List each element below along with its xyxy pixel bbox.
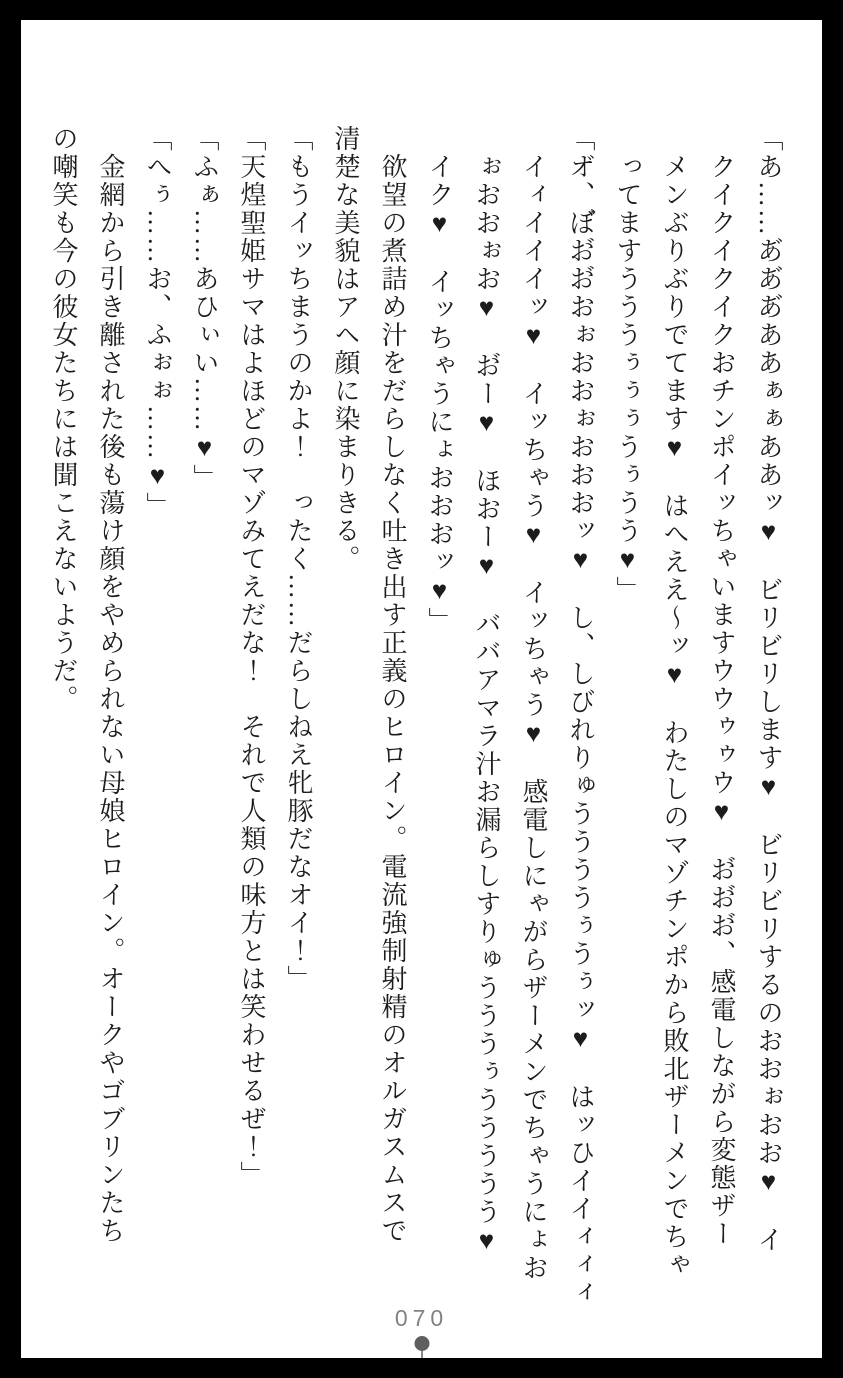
text-column: 「へぅ……お、ふぉぉ……♥」 bbox=[143, 125, 172, 520]
text-column: 金網から引き離された後も蕩け顔をやめられない母娘ヒロイン。オークやゴブリンたち bbox=[96, 153, 125, 1245]
text-column: イク♥ イッちゃうにょおおおッ♥」 bbox=[425, 153, 454, 635]
text-column: 「オ゙、ぼ゙お゙お゙おぉおおぉおおおッ♥ し、しびれりゅううううぅうぅッ♥ はッひイイィィィ bbox=[566, 125, 595, 1307]
text-column: 「天煌聖姫サマはよほどのマゾみてえだな！ それで人類の味方とは笑わせるぜ！」 bbox=[237, 125, 266, 1189]
page-marker-dot-icon bbox=[414, 1336, 429, 1351]
text-column: 清楚な美貌はアヘ顔に染まりきる。 bbox=[331, 125, 360, 573]
text-column: ってますうううぅぅぅうぅうう♥」 bbox=[613, 153, 642, 604]
text-column: クイクイクイクおチンポイッちゃいますウウゥゥウ♥ お゙お゙お゙、感電しながら変態ザー bbox=[707, 153, 736, 1248]
text-column: 「あ……あ゙あ゙あ゙ああぁぁああッ♥ ビリビリします♥ ビリビリするのおおぉおお♥ イ bbox=[754, 125, 783, 1254]
text-column: ぉおおぉお♥ お゙ー♥ ほおー♥ ババアマラ汁お漏らしすりゅうううぅううううう♥ bbox=[472, 153, 501, 1257]
page-paper bbox=[21, 20, 822, 1358]
text-column: メンぶりぶりでてます♥ はへええ〜ッ♥ わたしのマゾチンポから敗北ザーメンでちゃ bbox=[660, 153, 689, 1279]
vertical-text-block bbox=[40, 125, 792, 1307]
text-column: 欲望の煮詰め汁をだらしなく吐き出す正義のヒロイン。電流強制射精のオルガスムスで bbox=[378, 153, 407, 1245]
text-column: 「ふぁ……あひぃい……♥」 bbox=[190, 125, 219, 492]
text-column: イィイイイッ♥ イッちゃう♥ イッちゃう♥ 感電しにゃがらザーメンでちゃうにょお bbox=[519, 153, 548, 1282]
text-column: の嘲笑も今の彼女たちには聞こえないようだ。 bbox=[49, 125, 78, 713]
page-number: 070 bbox=[394, 1305, 449, 1331]
text-column: 「もうイッちまうのかよ！ ったく……だらしねえ牝豚だなオイ！」 bbox=[284, 125, 313, 993]
